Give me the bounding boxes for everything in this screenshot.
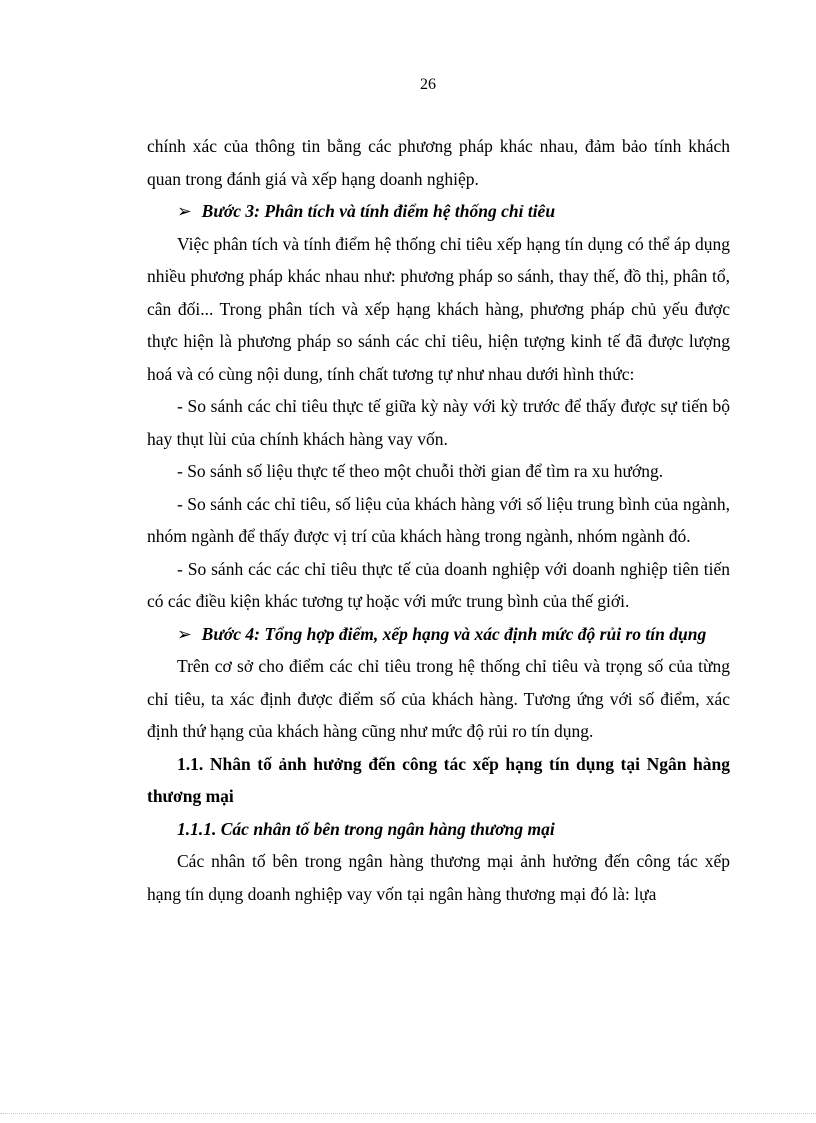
list-item: - So sánh số liệu thực tế theo một chuỗi thời gian để tìm ra xu hướng.	[177, 461, 664, 481]
arrow-bullet-icon: ➢	[177, 623, 192, 644]
list-item: - So sánh các chỉ tiêu thực tế giữa kỳ này với kỳ trước để thấy được sự tiến bộ hay thụt lùi của chính khách hàng vay vốn.	[147, 396, 730, 449]
section-paragraph: Các nhân tố bên trong ngân hàng thương mại ảnh hưởng đến công tác xếp hạng tín dụng doanh nghiệp vay vốn tại ngân hàng thương mại đó là: lựa	[147, 851, 730, 904]
list-item: - So sánh các các chỉ tiêu thực tế của doanh nghiệp với doanh nghiệp tiên tiến có các điều kiện khác tương tự hoặc với mức trung bình của thế giới.	[147, 558, 730, 611]
step-4-heading-text: Bước 4: Tổng hợp điểm, xếp hạng và xác định mức độ rủi ro tín dụng	[201, 623, 707, 644]
step-3-heading-text: Bước 3: Phân tích và tính điểm hệ thống chỉ tiêu	[201, 201, 556, 221]
arrow-bullet-icon: ➢	[177, 201, 192, 221]
document-body	[147, 130, 730, 910]
intro-paragraph: chính xác của thông tin bằng các phương pháp khác nhau, đảm bảo tính khách quan trong đánh giá và xếp hạng doanh nghiệp.	[147, 136, 730, 189]
step-4-heading	[147, 618, 730, 651]
section-heading: 1.1. Nhân tố ảnh hưởng đến công tác xếp hạng tín dụng tại Ngân hàng thương mại	[147, 753, 730, 806]
subsection-heading: 1.1.1. Các nhân tố bên trong ngân hàng thương mại	[177, 818, 555, 839]
page-bottom-divider	[0, 1113, 816, 1114]
page-number: 26	[420, 76, 436, 93]
step-3-heading	[147, 195, 730, 228]
step-3-paragraph: Việc phân tích và tính điểm hệ thống chỉ tiêu xếp hạng tín dụng có thể áp dụng nhiều phương pháp khác nhau như: phương pháp so sánh, thay thế, đồ thị, phân tổ, cân đối... Trong phân tích và xếp hạng khách hàng, phương pháp chủ yếu được thực hiện là phương pháp so sánh các chỉ tiêu, hiện tượng kinh tế đã được lượng hoá và có cùng nội dung, tính chất tương tự như nhau dưới hình thức:	[147, 233, 730, 384]
list-item: - So sánh các chỉ tiêu, số liệu của khách hàng với số liệu trung bình của ngành, nhóm ngành để thấy được vị trí của khách hàng trong ngành, nhóm ngành đó.	[147, 493, 730, 546]
step-4-paragraph: Trên cơ sở cho điểm các chỉ tiêu trong hệ thống chỉ tiêu và trọng số của từng chỉ tiêu, ta xác định được điểm số của khách hàng. Tương ứng với số điểm, xác định thứ hạng của khách hàng cũng như mức độ rủi ro tín dụng.	[147, 656, 730, 741]
